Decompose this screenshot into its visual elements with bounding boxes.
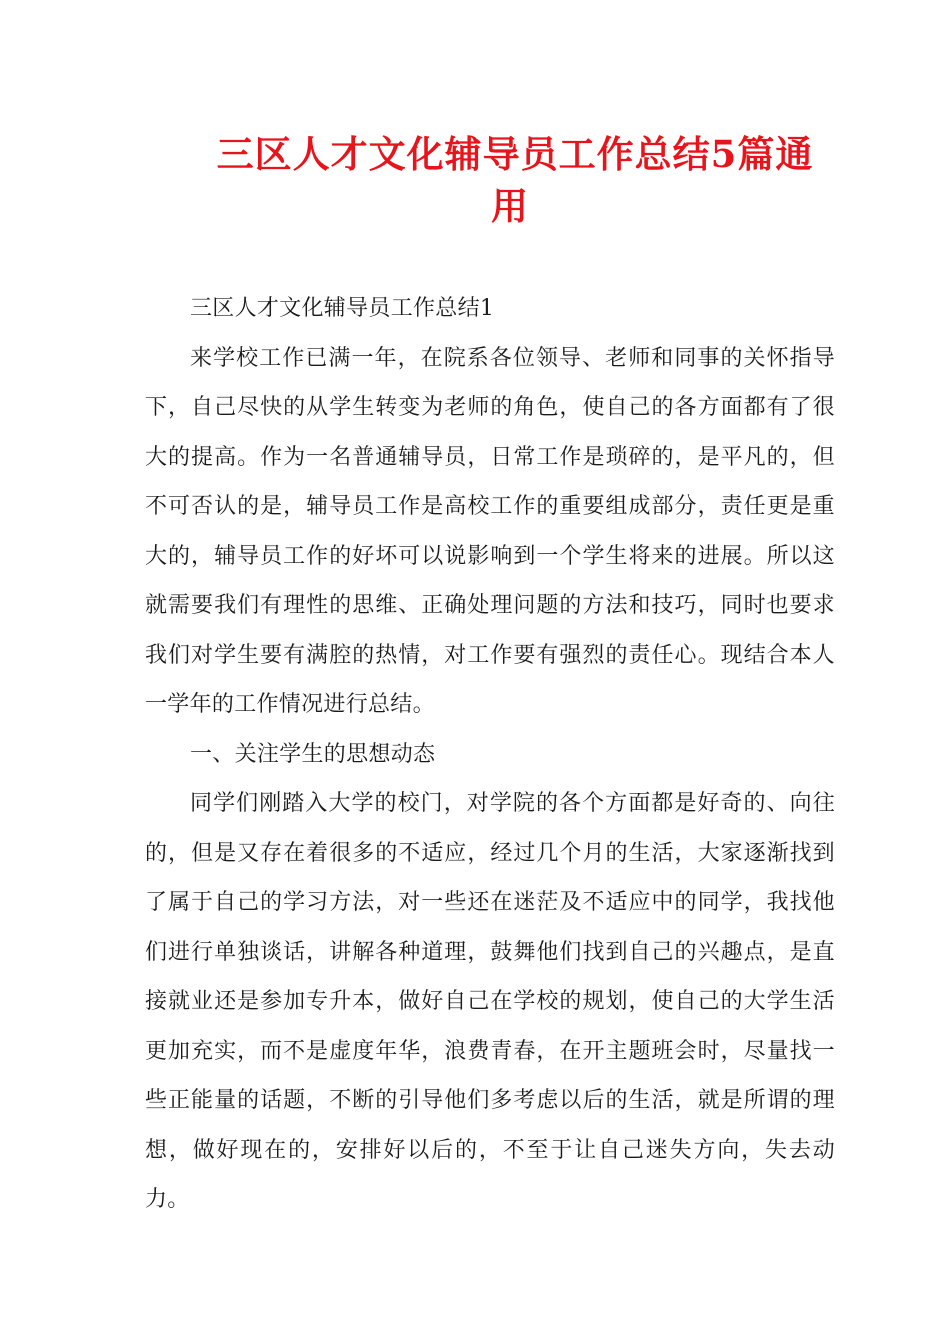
body-paragraph: 来学校工作已满一年，在院系各位领导、老师和同事的关怀指导下，自己尽快的从学生转变为老师的角色，使自己的各方面都有了很大的提高。作为一名普通辅导员，日常工作是琐碎的，是平凡的，但不可否认的是，辅导员工作是高校工作的重要组成部分，责任更是重大的，辅导员工作的好坏可以说影响到一个学生将来的进展。所以这就需要我们有理性的思维、正确处理问题的方法和技巧，同时也要求我们对学生要有满腔的热情，对工作要有强烈的责任心。现结合本人一学年的工作情况进行总结。 xyxy=(145,345,835,717)
section-heading: 三区人才文化辅导员工作总结1 xyxy=(190,296,495,321)
body-paragraph: 同学们刚踏入大学的校门，对学院的各个方面都是好奇的、向往的，但是又存在着很多的不适应，经过几个月的生活，大家逐渐找到了属于自己的学习方法，对一些还在迷茫及不适应中的同学，我找他们进行单独谈话，讲解各种道理，鼓舞他们找到自己的兴趣点，是直接就业还是参加专升本，做好自己在学校的规划，使自己的大学生活更加充实，而不是虚度年华，浪费青春，在开主题班会时，尽量找一些正能量的话题，不断的引导他们多考虑以后的生活，就是所谓的理想，做好现在的，安排好以后的，不至于让自己迷失方向，失去动力。 xyxy=(145,791,835,1212)
document-title xyxy=(150,128,870,232)
title-line-2: 用 xyxy=(491,184,529,228)
section-heading: 一、关注学生的思想动态 xyxy=(190,741,436,767)
document-body xyxy=(145,284,835,1225)
title-line-1: 三区人才文化辅导员工作总结5篇通 xyxy=(216,132,814,176)
